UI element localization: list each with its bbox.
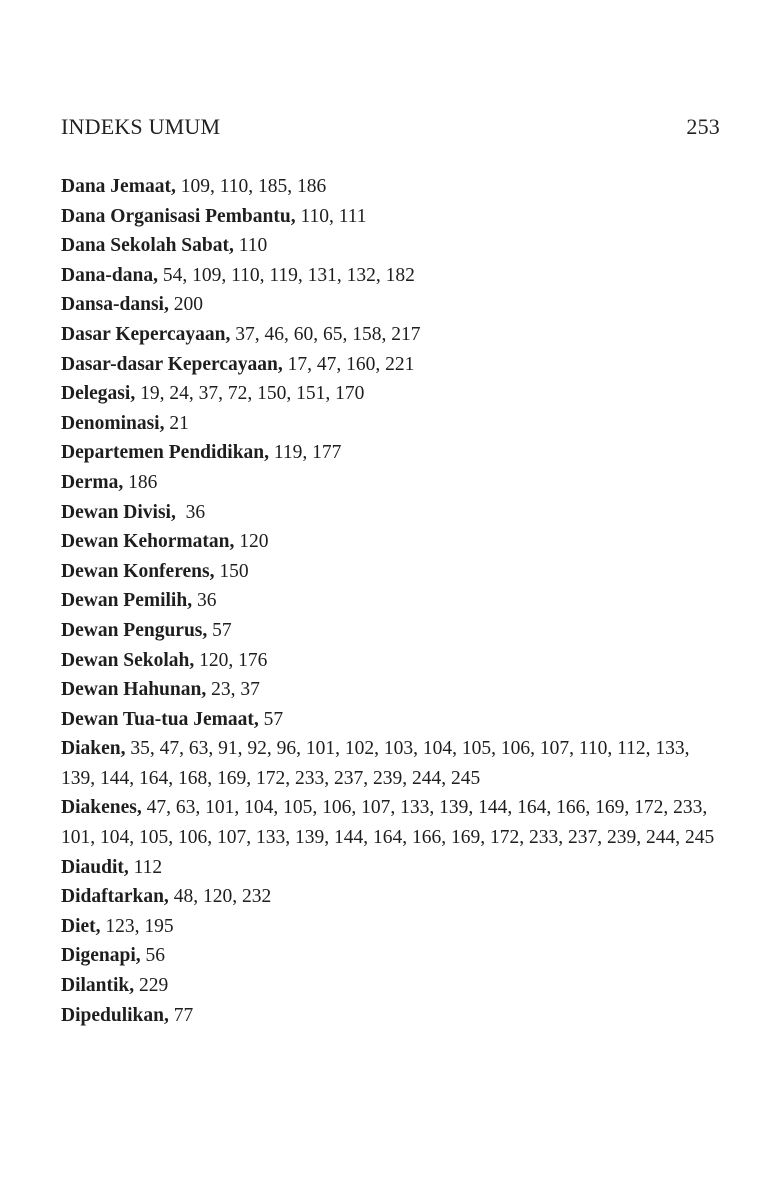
index-entry — [61, 172, 724, 202]
index-entry — [61, 586, 724, 616]
index-entry — [61, 231, 724, 261]
index-entry — [61, 705, 724, 735]
index-entry — [61, 912, 724, 942]
index-page-refs: 120, 176 — [194, 649, 268, 671]
index-term: Dewan Konferens, — [61, 560, 215, 582]
index-term: Diaudit, — [61, 856, 129, 878]
page-number: 253 — [686, 114, 720, 139]
index-page-refs: 54, 109, 110, 119, 131, 132, 182 — [158, 264, 415, 286]
index-entry — [61, 527, 724, 557]
index-page-refs: 120 — [234, 531, 269, 553]
index-entry — [61, 320, 724, 350]
index-entry — [61, 853, 724, 883]
index-term: Derma, — [61, 471, 124, 493]
index-entry — [61, 675, 724, 705]
index-entry — [61, 261, 724, 291]
index-page-refs: 110 — [233, 235, 268, 257]
index-term: Delegasi, — [61, 383, 136, 405]
index-entry — [61, 350, 724, 380]
index-term: Dewan Tua-tua Jemaat, — [61, 708, 259, 730]
index-term: Dilantik, — [61, 975, 135, 997]
section-title: INDEKS UMUM — [61, 114, 221, 139]
index-page-refs: 36 — [192, 590, 217, 612]
index-page-refs: 57 — [207, 619, 232, 641]
index-term: Denominasi, — [61, 412, 165, 434]
index-entry — [61, 409, 724, 439]
index-page-refs: 47, 63, 101, 104, 105, 106, 107, 133, 139, 144, 164, 166, 169, 172, 233, 101, 104, 105, 106, 107, 133, 139, 144, 164, 166, 169, 172, 233, 237, 239, 244, 245 — [61, 797, 715, 849]
index-page-refs: 119, 177 — [269, 442, 342, 464]
index-page-refs: 57 — [258, 708, 284, 730]
index-term: Dewan Pemilih, — [61, 590, 193, 612]
index-entry — [61, 557, 724, 587]
index-page-refs: 123, 195 — [100, 915, 174, 937]
index-term: Dipedulikan, — [61, 1004, 169, 1026]
index-entry — [61, 616, 724, 646]
index-term: Dansa-dansi, — [61, 294, 169, 316]
index-term: Dewan Hahunan, — [61, 679, 207, 701]
index-term: Dana-dana, — [61, 264, 158, 286]
index-term: Didaftarkan, — [61, 886, 169, 908]
index-page-refs: 229 — [134, 975, 169, 997]
index-entry — [61, 202, 724, 232]
index-page-refs: 21 — [164, 412, 189, 434]
index-page-refs: 17, 47, 160, 221 — [282, 353, 415, 375]
index-entry — [61, 468, 724, 498]
index-term: Digenapi, — [61, 945, 141, 967]
index-page-refs: 110, 111 — [295, 205, 367, 227]
index-term: Dana Organisasi Pembantu, — [61, 205, 296, 227]
index-entry — [61, 1001, 724, 1031]
index-entry — [61, 971, 724, 1001]
index-term: Dewan Pengurus, — [61, 619, 208, 641]
index-page-refs: 36 — [175, 501, 206, 523]
index-entry — [61, 793, 724, 852]
index-term: Dewan Divisi, — [61, 501, 176, 523]
index-entry — [61, 290, 724, 320]
index-page-refs: 35, 47, 63, 91, 92, 96, 101, 102, 103, 104, 105, 106, 107, 110, 112, 133, 139, 144, 164, 168, 169, 172, 233, 237, 239, 244, 245 — [61, 738, 695, 789]
running-header — [61, 114, 720, 144]
index-term: Diaken, — [61, 738, 126, 760]
index-entry — [61, 882, 724, 912]
index-page-refs: 186 — [123, 471, 158, 493]
index-entry — [61, 379, 724, 409]
index-entry-list — [61, 172, 724, 1030]
index-entry — [61, 941, 724, 971]
index-term: Dasar-dasar Kepercayaan, — [61, 353, 283, 375]
index-term: Dana Sekolah Sabat, — [61, 235, 234, 257]
index-page-refs: 109, 110, 185, 186 — [175, 176, 327, 197]
index-page-refs: 200 — [168, 294, 203, 316]
index-term: Departemen Pendidikan, — [61, 442, 270, 464]
index-page-refs: 112 — [128, 856, 163, 878]
index-page-refs: 23, 37 — [206, 679, 260, 701]
index-term: Dewan Kehormatan, — [61, 531, 235, 553]
index-term: Diet, — [61, 915, 101, 937]
index-term: Diakenes, — [61, 797, 142, 819]
index-term: Dasar Kepercayaan, — [61, 323, 231, 345]
index-page-refs: 56 — [140, 945, 166, 967]
index-page-refs: 37, 46, 60, 65, 158, 217 — [230, 323, 421, 345]
index-term: Dewan Sekolah, — [61, 649, 195, 671]
index-page-refs: 150 — [214, 560, 249, 582]
index-page-refs: 48, 120, 232 — [168, 886, 272, 908]
index-entry — [61, 734, 724, 793]
index-entry — [61, 498, 724, 528]
index-term: Dana Jemaat, — [61, 176, 176, 197]
index-page-refs: 77 — [168, 1004, 194, 1026]
index-entry — [61, 438, 724, 468]
index-entry — [61, 646, 724, 676]
index-page-refs: 19, 24, 37, 72, 150, 151, 170 — [135, 383, 365, 405]
